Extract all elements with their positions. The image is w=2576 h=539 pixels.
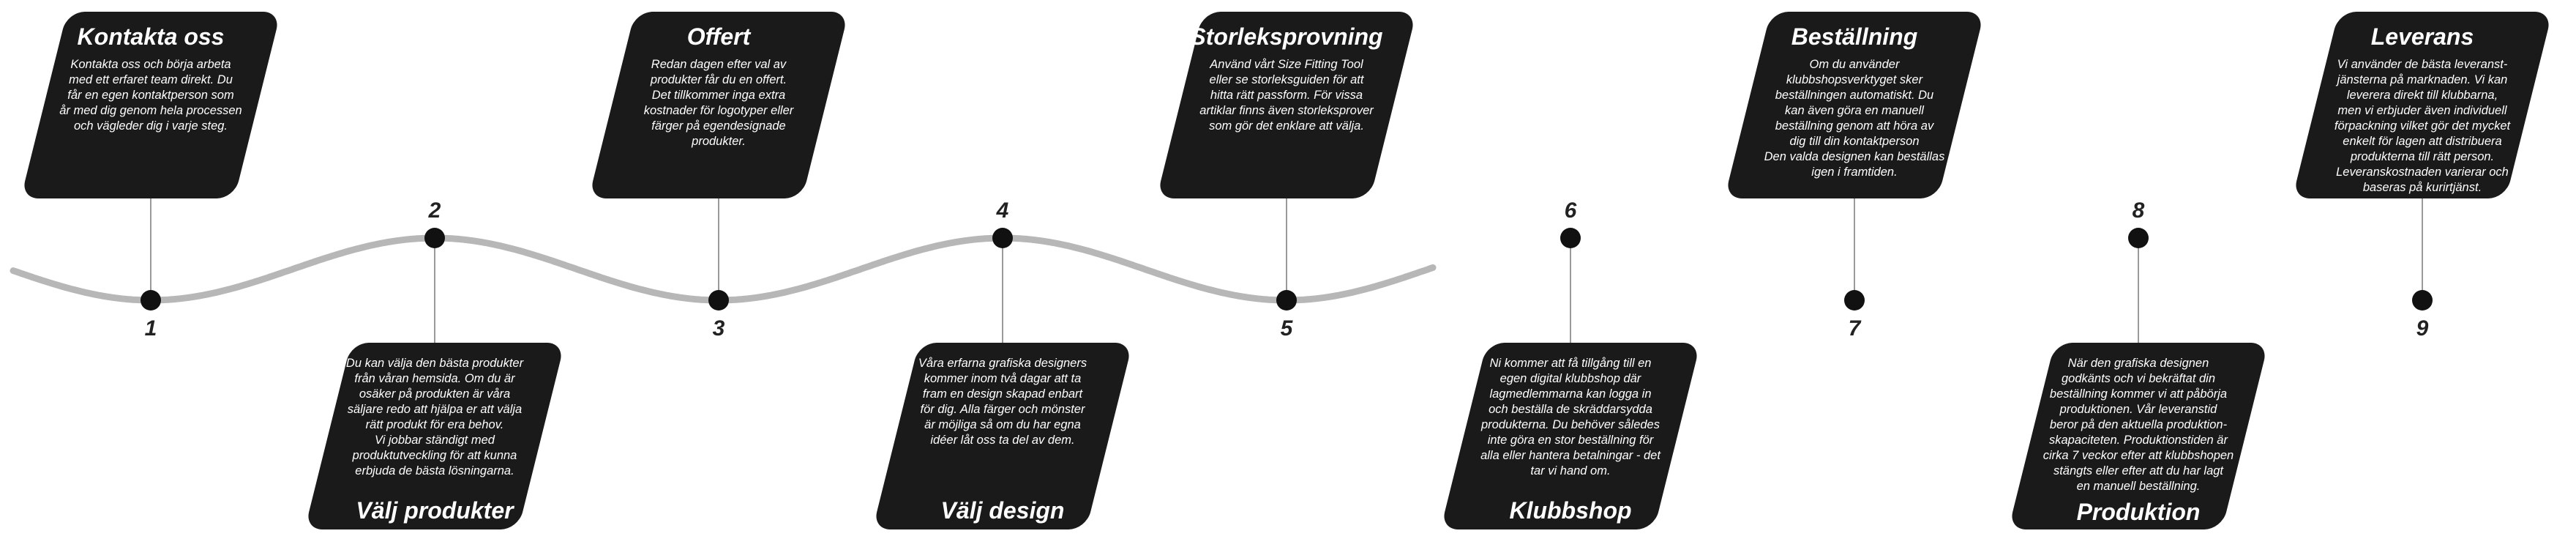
step-description: Ni kommer att få tillgång till en egen digital klubbshop där lagmedlemmarna kan logga in och beställa de skräddarsydda produkterna. Du behöver således inte göra en stor beställning för alla eller hantera betalningar - det tar vi hand om. bbox=[1480, 357, 1660, 477]
step-description: När den grafiska designen godkänts och vi bekräftat din beställning kommer vi att påbörja produktionen. Vår leveranstid beror på den aktuella produktion- skapaciteten. Produktionstiden är cirka 7 veckor efter att klubbshopen stängts eller efter att du har lagt en manuell beställning. bbox=[2043, 357, 2234, 493]
step-description: Om du använder klubbshopsverktyget sker beställningen automatiskt. Du kan även göra en manuell beställning genom att höra av dig till din kontaktperson Den valda designen kan beställas igen i framtiden. bbox=[1764, 58, 1945, 179]
step-number-7: 7 bbox=[1848, 316, 1861, 341]
step-title: Offert bbox=[686, 23, 751, 50]
step-dot-3 bbox=[708, 290, 729, 311]
step-title: Välj design bbox=[940, 497, 1065, 524]
step-dot-7 bbox=[1844, 290, 1865, 311]
step-card-content bbox=[1464, 343, 1677, 529]
step-title: Välj produkter bbox=[356, 497, 514, 524]
step-number-6: 6 bbox=[1564, 198, 1577, 223]
step-card-2 bbox=[304, 343, 565, 529]
step-card-content bbox=[1748, 12, 1961, 198]
step-card-6 bbox=[1440, 343, 1701, 529]
step-dot-2 bbox=[424, 228, 445, 248]
step-card-content bbox=[896, 343, 1109, 529]
step-card-content bbox=[2315, 12, 2529, 198]
step-dot-6 bbox=[1560, 228, 1581, 248]
step-card-5 bbox=[1156, 12, 1417, 198]
step-dot-8 bbox=[2128, 228, 2149, 248]
step-description: Du kan välja den bästa produkter från våran hemsida. Om du är osäker på produkten är våra säljare redo att hjälpa er att välja rätt produkt för era behov. Vi jobbar ständigt med produktutveckling för att kunna erbjuda de bästa lösningarna. bbox=[345, 357, 524, 477]
step-card-content bbox=[44, 12, 258, 198]
step-description: Redan dagen efter val av produkter får du en offert. Det tillkommer inga extra kostnader för logotyper eller färger på egendesignade produkter. bbox=[643, 58, 794, 148]
step-dot-5 bbox=[1276, 290, 1297, 311]
step-title: Kontakta oss bbox=[77, 23, 225, 50]
step-description: Kontakta oss och börja arbeta med ett erfaret team direkt. Du får en egen kontaktperson som år med dig genom hela processen och vägleder dig i varje steg. bbox=[59, 58, 242, 133]
step-title: Klubbshop bbox=[1509, 497, 1632, 524]
step-description: Vi använder de bästa leveranst- jänsterna på marknaden. Vi kan leverera direkt till klubbarna, men vi erbjuder även individuell förpackning vilket gör det mycket enkelt för lagen att distribuera produkterna till rätt person. Leveranskostnaden varierar och baseras på kurirtjänst. bbox=[2334, 58, 2511, 194]
step-title: Storleksprovning bbox=[1190, 23, 1383, 50]
step-card-content bbox=[328, 343, 542, 529]
step-number-9: 9 bbox=[2416, 316, 2429, 341]
step-title: Produktion bbox=[2076, 499, 2201, 525]
step-card-content bbox=[612, 12, 825, 198]
step-card-9 bbox=[2292, 12, 2553, 198]
step-description: Använd vårt Size Fitting Tool eller se storleksguiden för att hitta rätt passform. För vissa artiklar finns även storleksprover som gör det enklare att välja. bbox=[1199, 58, 1374, 133]
step-title: Leverans bbox=[2370, 23, 2474, 50]
step-number-4: 4 bbox=[996, 198, 1009, 223]
step-card-3 bbox=[588, 12, 849, 198]
step-card-4 bbox=[872, 343, 1133, 529]
step-title: Beställning bbox=[1791, 23, 1918, 50]
step-card-8 bbox=[2008, 343, 2269, 529]
step-description: Våra erfarna grafiska designers kommer inom två dagar att ta fram en design skapad enbart för dig. Alla färger och mönster är möjliga så om du har egna idéer låt oss ta del av dem. bbox=[918, 357, 1087, 447]
step-number-1: 1 bbox=[144, 316, 157, 341]
step-number-5: 5 bbox=[1280, 316, 1293, 341]
step-card-7 bbox=[1724, 12, 1985, 198]
step-number-3: 3 bbox=[712, 316, 725, 341]
step-number-2: 2 bbox=[428, 198, 441, 223]
step-card-content bbox=[1180, 12, 1393, 198]
wave-line bbox=[13, 238, 1433, 300]
step-card-content bbox=[2032, 343, 2245, 529]
step-dot-9 bbox=[2412, 290, 2433, 311]
step-number-8: 8 bbox=[2132, 198, 2145, 223]
step-card-1 bbox=[20, 12, 281, 198]
step-dot-1 bbox=[141, 290, 161, 311]
step-dot-4 bbox=[992, 228, 1013, 248]
